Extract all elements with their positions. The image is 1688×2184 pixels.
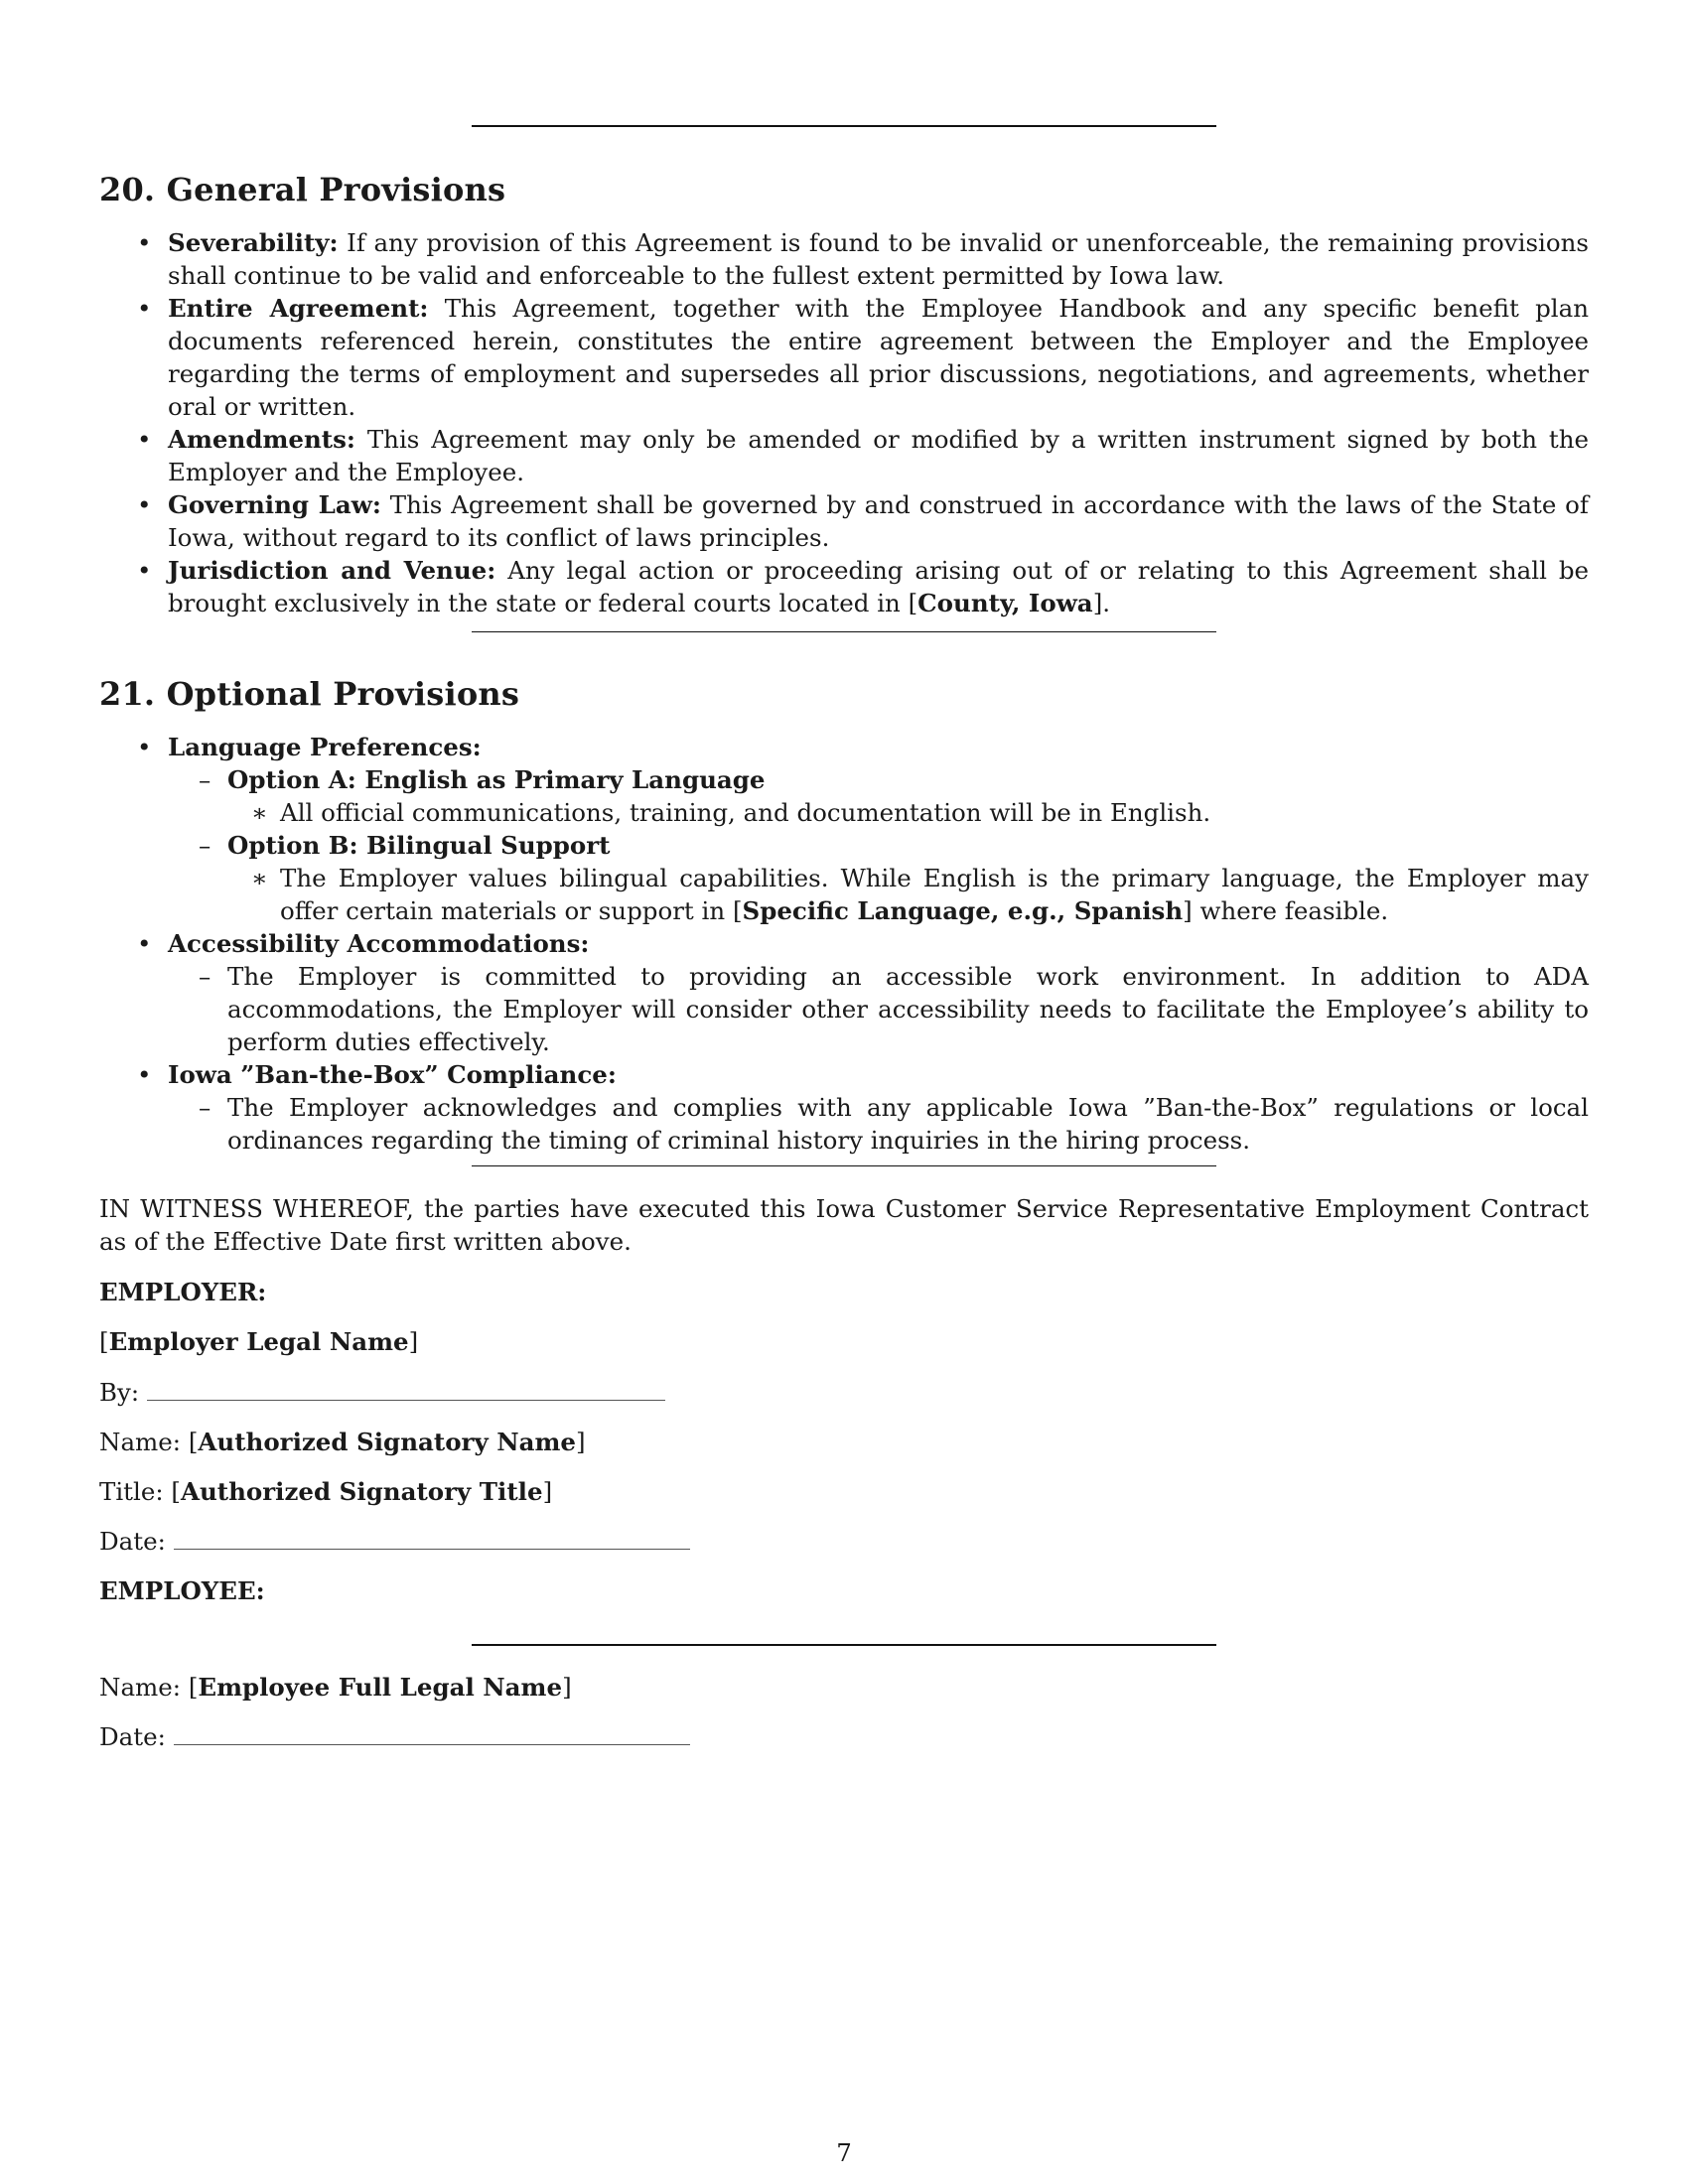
bullet-marker: • — [137, 733, 152, 761]
option-a-text: All official communications, training, and documentation will be in English. — [280, 798, 1211, 827]
list-item — [99, 1058, 1589, 1091]
employee-name-value: Employee Full Legal Name — [198, 1673, 563, 1702]
name-label: Name: — [99, 1673, 182, 1702]
name-label: Name: — [99, 1428, 182, 1456]
term-label: Governing Law: — [168, 490, 381, 519]
provision-text: This Agreement may only be amended or modified by a written instrument signed by both the Employer and the Employee. — [168, 425, 1589, 486]
list-item — [99, 796, 1589, 829]
accessibility-title: Accessibility Accommodations: — [168, 929, 590, 958]
date-label: Date: — [99, 1722, 166, 1751]
employer-by-line — [99, 1376, 1589, 1409]
section-divider — [472, 1165, 1216, 1166]
witness-paragraph: IN WITNESS WHEREOF, the parties have executed this Iowa Customer Service Representative Employment Contract as of the Effective Date first written above. — [99, 1194, 1589, 1256]
term-label: Entire Agreement: — [168, 294, 429, 323]
employee-date-line — [99, 1720, 1589, 1753]
list-item — [99, 488, 1589, 554]
bullet-marker: • — [137, 929, 152, 958]
date-label: Date: — [99, 1527, 166, 1556]
section-21-heading: 21. Optional Provisions — [99, 675, 520, 713]
provision-text: This Agreement shall be governed by and construed in accordance with the laws of the State of Iowa, without regard to its conflict of laws principles. — [168, 490, 1590, 552]
employer-date-line — [99, 1525, 1589, 1558]
bullet-marker: • — [137, 294, 152, 323]
provision-tail: ]. — [1092, 589, 1111, 617]
employer-signature-field[interactable] — [147, 1399, 665, 1401]
bullet-marker: • — [137, 556, 152, 585]
list-item — [99, 423, 1589, 488]
option-b-title: Option B: Bilingual Support — [227, 831, 611, 860]
employee-signature-line[interactable] — [472, 1644, 1216, 1646]
provision-text: Any legal action or proceeding arising out of or relating to this Agreement shall be brought exclusively in the state or federal courts located in [ — [168, 556, 1589, 617]
list-item — [99, 960, 1589, 1058]
language-title: Language Preferences: — [168, 733, 482, 761]
list-item — [99, 829, 1589, 862]
bullet-marker: • — [137, 228, 152, 257]
list-item — [99, 1091, 1589, 1157]
employer-title-line: Title: [Authorized Signatory Title] — [99, 1477, 553, 1506]
placeholder-language: Specific Language, e.g., Spanish — [742, 896, 1184, 925]
section-20-heading: 20. General Provisions — [99, 171, 506, 208]
signatory-title-value: Authorized Signatory Title — [180, 1477, 543, 1506]
employer-name-line: Name: [Authorized Signatory Name] — [99, 1428, 586, 1456]
ban-the-box-text: The Employer acknowledges and complies with any applicable Iowa ”Ban-the-Box” regulations or local ordinances regarding the timing of criminal history inquiries in the hiring process. — [227, 1093, 1589, 1155]
option-a-title: Option A: English as Primary Language — [227, 765, 766, 794]
list-item — [99, 763, 1589, 796]
star-marker: ∗ — [251, 798, 268, 827]
star-marker: ∗ — [251, 864, 268, 892]
accessibility-text: The Employer is committed to providing an accessible work environment. In addition to ADA accommodations, the Employer will consider other accessibility needs to facilitate the Employee’s ability to perform duties effectively. — [227, 962, 1589, 1056]
employee-date-field[interactable] — [174, 1743, 690, 1745]
signatory-name-value: Authorized Signatory Name — [198, 1428, 576, 1456]
employee-name-line: Name: [Employee Full Legal Name] — [99, 1673, 572, 1702]
list-item — [99, 927, 1589, 960]
general-provisions-list — [99, 226, 1589, 619]
provision-text: If any provision of this Agreement is found to be invalid or unenforceable, the remaining provisions shall continue to be valid and enforceable to the fullest extent permitted by Iowa law. — [168, 228, 1589, 290]
employer-heading: EMPLOYER: — [99, 1278, 267, 1306]
provision-text: This Agreement, together with the Employee Handbook and any specific benefit plan documents referenced herein, constitutes the entire agreement between the Employer and the Employee regarding the terms of employment and supersedes all prior discussions, negotiations, and agreements, whether oral or written. — [168, 294, 1589, 421]
bullet-marker: • — [137, 490, 152, 519]
by-label: By: — [99, 1378, 140, 1407]
optional-provisions-list — [99, 731, 1589, 1157]
employer-legal-name: [Employer Legal Name] — [99, 1327, 419, 1356]
dash-marker: – — [199, 765, 211, 794]
bullet-marker: • — [137, 425, 152, 454]
list-item — [99, 862, 1589, 927]
bullet-marker: • — [137, 1060, 152, 1089]
list-item — [99, 554, 1589, 619]
page-number: 7 — [836, 2138, 852, 2167]
list-item — [99, 226, 1589, 292]
list-item — [99, 292, 1589, 423]
option-b-text-end: ] where feasible. — [1183, 896, 1389, 925]
dash-marker: – — [199, 1093, 211, 1122]
dash-marker: – — [199, 831, 211, 860]
section-divider — [472, 125, 1216, 127]
dash-marker: – — [199, 962, 211, 991]
employer-date-field[interactable] — [174, 1548, 690, 1550]
term-label: Amendments: — [168, 425, 355, 454]
section-divider — [472, 631, 1216, 632]
ban-the-box-title: Iowa ”Ban-the-Box” Compliance: — [168, 1060, 617, 1089]
employer-legal-name-value: Employer Legal Name — [108, 1327, 409, 1356]
title-label: Title: — [99, 1477, 164, 1506]
term-label: Jurisdiction and Venue: — [168, 556, 496, 585]
document-page — [99, 0, 1589, 2184]
placeholder-county: County, Iowa — [917, 589, 1093, 617]
term-label: Severability: — [168, 228, 339, 257]
employee-heading: EMPLOYEE: — [99, 1576, 265, 1605]
option-b-text: The Employer values bilingual capabilities. While English is the primary language, the Employer may offer certain materials or support in [ — [280, 864, 1589, 925]
list-item — [99, 731, 1589, 763]
